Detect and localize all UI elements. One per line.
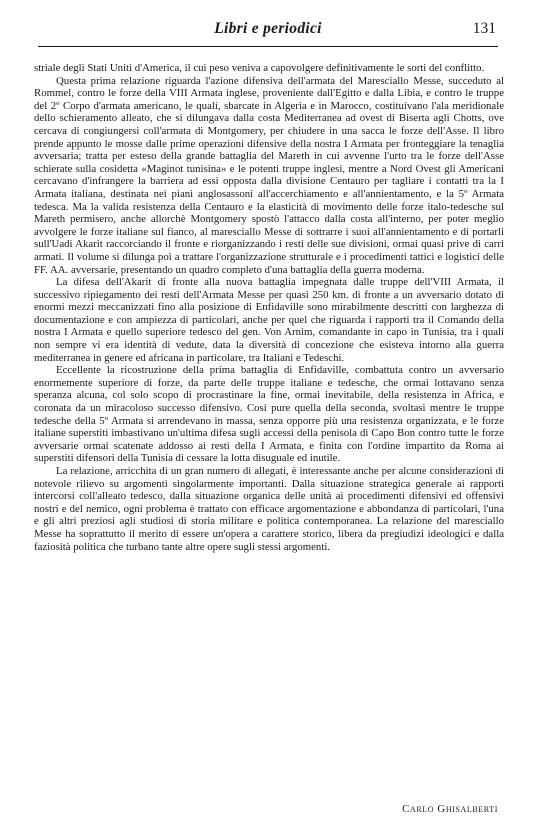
paragraph: Eccellente la ricostruzione della prima battaglia di Enfidaville, combattuta contro un avversario enormemente superiore di forze, da parte delle truppe italiane e tedesche, che ormai lottavano senza speranza alcuna, col solo scopo di procrastinare la fine, ormai inevitabile, della resistenza in Africa, e coronata da un miracoloso successo difensivo. Così pure quella della seconda, svoltasi mentre le truppe tedesche della 5º Armata si arrendevano in massa, senza opporre più una resistenza organizzata, e le forze italiane superstiti imbastivano un'ultima difesa sugli accessi della penisola di Capo Bon contro tutte le forze avversarie ormai scatenate addosso ai resti della I Armata, e finita con l'ordine impartito da Roma ai superstiti difensori della Tunisia di cessare la lotta disuguale ed inutile. [34,364,504,465]
section-title: Libri e periodici [214,20,322,37]
paragraph-continuation: striale degli Stati Uniti d'America, il cui peso veniva a capovolgere definitivamente le sorti del conflitto. [34,62,485,74]
review-body [34,62,504,553]
paragraph: La difesa dell'Akarit di fronte alla nuova battaglia impegnata dalle truppe dell'VIII Armata, il successivo ripiegamento dei resti dell'Armata Messe per quasi 250 km. di fronte a un avversario dotato di enormi mezzi meccanizzati fino alla posizione di Enfidaville sono mirabilmente descritti con larghezza di documentazione e con ampiezza di particolari, anche per quel che riguarda i rapporti tra il Comando della nostra I Armata e quello superiore tedesco del gen. Von Arnim, comandante in capo in Tunisia, tra i quali non sempre vi era identità di vedute, data la diversità di concezione che esisteva intorno alla guerra mediterranea in genere ed africana in particolare, tra Italiani e Tedeschi. [34,276,504,364]
paragraph: La relazione, arricchita di un gran numero di allegati, è interessante anche per alcune considerazioni di notevole rilievo su argomenti singolarmente importanti. Dalla situazione strategica generale ai rapporti intercorsi coll'alleato tedesco, dalla situazione organica delle unità ai procedimenti difensivi ed offensivi nostri e del nemico, ogni problema è trattato con efficace argomentazione e abbondanza di particolari, l'una e gli altri preziosi agli studiosi di storia militare e politica contemporanea. La relazione del maresciallo Messe ha soprattutto il merito di essere un'opera a carattere storico, libera da pregiudizi ideologici e dalla faziosità politica che turbano tante altre opere sugli stessi argomenti. [34,465,504,553]
running-header [38,18,498,47]
author-signature: Carlo Ghisalberti [402,803,498,815]
paragraph: Questa prima relazione riguarda l'azione difensiva dell'armata del Maresciallo Messe, succeduto al Rommel, contro le forze della VIII Armata inglese, proveniente dall'Egitto e dalla Libia, e contro le truppe del 2º Corpo d'armata americano, le quali, sbarcate in Algeria e in Marocco, costituivano l'ala meridionale dello schieramento alleato, che si dilungava dalla costa Mediterranea ad ovest di Biserta agli Chotts, ove cercava di congiungersi coll'armata di Montgomery, per chiudere in una sacca le forze dell'Asse. Il libro prende appunto le mosse dalle prime operazioni difensive della nostra I Armata per fronteggiare la tenaglia avversaria; tratta per esteso della grande battaglia del Mareth in cui avvenne l'urto tra le forze dell'Asse schierate sulla cosidetta «Maginot tunisina» e le potenti truppe inglesi, mentre a Nord Ovest gli Americani cercavano d'infrangere la barriera ad essi opposta dalla divisione Centauro per tagliare i contatti tra la I Armata italiana, destinata nei piani anglosassoni all'accerchiamento e all'annientamento, e la 5º Armata tedesca. Ma la valida resistenza della Centauro e la elasticità di movimento delle forze italo-tedesche sul Mareth permisero, anche allorchè Montgomery spostò l'attacco dalla costa all'interno, per poter meglio avvolgere le forze italiane sul fianco, al maresciallo Messe di sottrarre i suoi all'annientamento e di portarli sull'Uadi Akarit raccorciando il fronte e riorganizzando i resti delle sue divisioni, ormai quasi prive di carri armati. Il volume si dilunga poi a trattare l'organizzazione strutturale e i procedimenti tattici e logistici delle FF. AA. avversarie, presentando un quadro completo d'una battaglia della guerra moderna. [34,74,504,276]
page-number: 131 [472,20,496,37]
